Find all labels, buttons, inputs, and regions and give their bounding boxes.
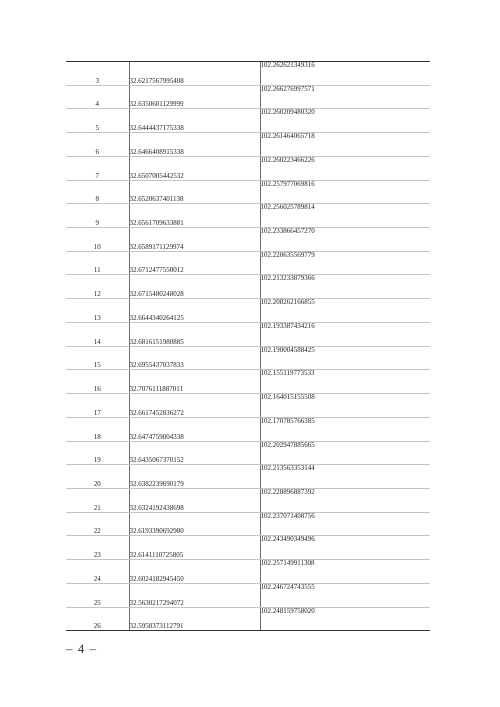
table-row — [66, 465, 430, 489]
longitude-cell: 102.257977069816 — [260, 180, 430, 204]
latitude-cell: 32.6955437037833 — [129, 346, 260, 370]
longitude-cell: 102.208262166855 — [260, 299, 430, 323]
page-number: – 4 – — [66, 641, 97, 656]
row-index-cell: 11 — [66, 251, 129, 275]
latitude-cell: 32.5958373112791 — [129, 607, 260, 631]
latitude-cell: 32.6712477550012 — [129, 251, 260, 275]
table-row — [66, 346, 430, 370]
table-row — [66, 133, 430, 157]
latitude-cell: 32.6444437175338 — [129, 109, 260, 133]
latitude-cell: 32.6435067370152 — [129, 441, 260, 465]
row-index-cell: 8 — [66, 180, 129, 204]
table-row — [66, 583, 430, 607]
longitude-cell: 102.260209480320 — [260, 109, 430, 133]
table-row — [66, 536, 430, 560]
table-row — [66, 62, 430, 86]
table-row — [66, 488, 430, 512]
latitude-cell: 32.7076111887011 — [129, 370, 260, 394]
table-row — [66, 204, 430, 228]
table-row — [66, 299, 430, 323]
latitude-cell: 32.6715480248028 — [129, 275, 260, 299]
table-row — [66, 156, 430, 180]
longitude-cell: 102.246724743555 — [260, 583, 430, 607]
row-index-cell: 25 — [66, 583, 129, 607]
latitude-cell: 32.6617452836272 — [129, 394, 260, 418]
latitude-cell: 32.6024182945450 — [129, 560, 260, 584]
table-row — [66, 180, 430, 204]
longitude-cell: 102.262621349316 — [260, 62, 430, 86]
table-row — [66, 560, 430, 584]
row-index-cell: 23 — [66, 536, 129, 560]
row-index-cell: 10 — [66, 228, 129, 252]
row-index-cell: 3 — [66, 62, 129, 86]
latitude-cell: 32.6382239690179 — [129, 465, 260, 489]
table-row — [66, 441, 430, 465]
longitude-cell: 102.266276997571 — [260, 85, 430, 109]
table-row — [66, 109, 430, 133]
table-row — [66, 417, 430, 441]
row-index-cell: 4 — [66, 85, 129, 109]
row-index-cell: 20 — [66, 465, 129, 489]
latitude-cell: 32.6474759004338 — [129, 417, 260, 441]
table-row — [66, 85, 430, 109]
longitude-cell: 102.213233879366 — [260, 275, 430, 299]
row-index-cell: 13 — [66, 299, 129, 323]
latitude-cell: 32.6217567995408 — [129, 62, 260, 86]
longitude-cell: 102.257149911308 — [260, 560, 430, 584]
coordinates-table-body — [66, 62, 430, 631]
longitude-cell: 102.228896887392 — [260, 488, 430, 512]
table-row — [66, 251, 430, 275]
row-index-cell: 5 — [66, 109, 129, 133]
longitude-cell: 102.213563353144 — [260, 465, 430, 489]
latitude-cell: 32.6507005442532 — [129, 156, 260, 180]
latitude-cell: 32.6193390692980 — [129, 512, 260, 536]
row-index-cell: 21 — [66, 488, 129, 512]
latitude-cell: 32.6589171129974 — [129, 228, 260, 252]
longitude-cell: 102.233866457270 — [260, 228, 430, 252]
row-index-cell: 17 — [66, 394, 129, 418]
latitude-cell: 32.6644340264125 — [129, 299, 260, 323]
row-index-cell: 7 — [66, 156, 129, 180]
latitude-cell: 32.6466408915338 — [129, 133, 260, 157]
latitude-cell: 32.6141110725805 — [129, 536, 260, 560]
coordinates-table — [66, 61, 430, 631]
row-index-cell: 15 — [66, 346, 129, 370]
longitude-cell: 102.202947885665 — [260, 441, 430, 465]
latitude-cell: 32.6520637401138 — [129, 180, 260, 204]
latitude-cell: 32.6324192438698 — [129, 488, 260, 512]
longitude-cell: 102.193387434216 — [260, 322, 430, 346]
latitude-cell: 32.6561709633881 — [129, 204, 260, 228]
latitude-cell: 32.6816151980885 — [129, 322, 260, 346]
latitude-cell: 32.6350601129999 — [129, 85, 260, 109]
longitude-cell: 102.164015155508 — [260, 394, 430, 418]
longitude-cell: 102.256025789814 — [260, 204, 430, 228]
table-row — [66, 228, 430, 252]
row-index-cell: 9 — [66, 204, 129, 228]
longitude-cell: 102.248159758020 — [260, 607, 430, 631]
longitude-cell: 102.261464065718 — [260, 133, 430, 157]
longitude-cell: 102.237071408756 — [260, 512, 430, 536]
longitude-cell: 102.170785766385 — [260, 417, 430, 441]
row-index-cell: 19 — [66, 441, 129, 465]
longitude-cell: 102.260223466226 — [260, 156, 430, 180]
longitude-cell: 102.190004588425 — [260, 346, 430, 370]
table-row — [66, 394, 430, 418]
row-index-cell: 26 — [66, 607, 129, 631]
row-index-cell: 6 — [66, 133, 129, 157]
table-row — [66, 275, 430, 299]
row-index-cell: 24 — [66, 560, 129, 584]
row-index-cell: 22 — [66, 512, 129, 536]
row-index-cell: 12 — [66, 275, 129, 299]
longitude-cell: 102.243490349496 — [260, 536, 430, 560]
table-row — [66, 370, 430, 394]
table-row — [66, 322, 430, 346]
row-index-cell: 18 — [66, 417, 129, 441]
table-row — [66, 512, 430, 536]
longitude-cell: 102.155119773533 — [260, 370, 430, 394]
row-index-cell: 14 — [66, 322, 129, 346]
longitude-cell: 102.220635569779 — [260, 251, 430, 275]
latitude-cell: 32.5630217294072 — [129, 583, 260, 607]
table-row — [66, 607, 430, 631]
row-index-cell: 16 — [66, 370, 129, 394]
